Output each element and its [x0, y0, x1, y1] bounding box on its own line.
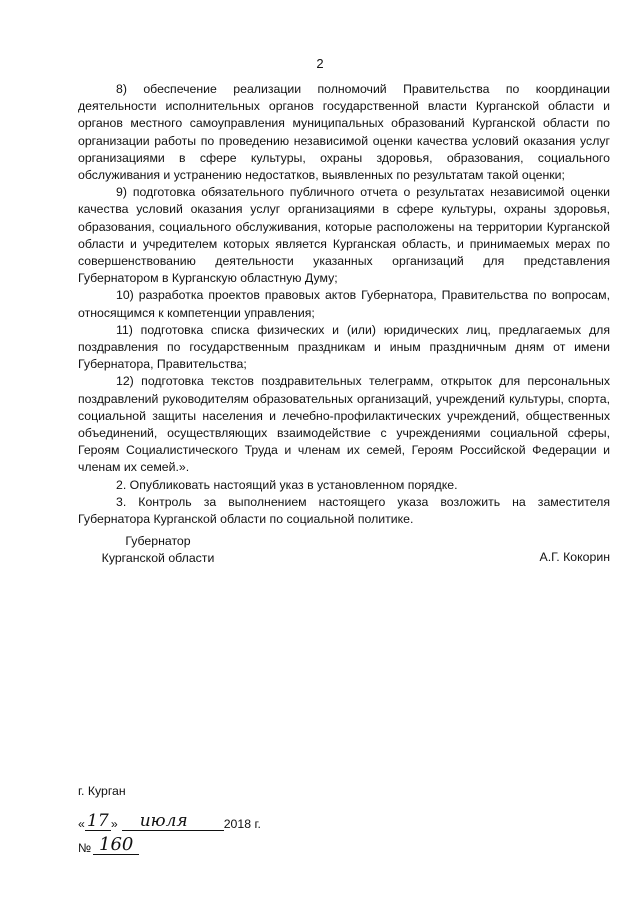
- date-blank: [206, 830, 224, 831]
- date-open-quote: «: [78, 817, 85, 831]
- paragraph-clause-2: 2. Опубликовать настоящий указ в установленном порядке.: [116, 477, 458, 492]
- date-month: июля: [122, 812, 206, 831]
- page-number: 2: [316, 56, 324, 71]
- paragraph-item-8: 8) обеспечение реализации полномочий Правительства по координации деятельности исполнительных органов государственной власти Курганской области и органов местного самоуправления муниципальных образований Курганской области по организации работы по проведению независимой оценки качества условий оказания услуг организациями в сфере культуры, охраны здоровья, образования, социального обслуживания и устранению недостатков, выявленных по результатам такой оценки;: [78, 82, 610, 183]
- signatory-title: [78, 533, 238, 567]
- date-day: 17: [85, 812, 111, 831]
- signatory-title-line2: Курганской области: [101, 551, 215, 566]
- document-number: [78, 836, 139, 860]
- signatory-title-line1: Губернатор: [125, 534, 191, 548]
- document-date: [78, 812, 261, 834]
- paragraph-item-12: 12) подготовка текстов поздравительных телеграмм, открыток для персональных поздравлений руководителям образовательных организаций, учреждений культуры, спорта, социальной защиты населения и лечебно-профилактических учреждений, общественных объединений, осуществляющих взаимодействие с учреждениями социальной сферы, Героям Социалистического Труда и членам их семей, Героям Российской Федерации и членам их семей.».: [78, 374, 610, 475]
- paragraph-item-9: 9) подготовка обязательного публичного отчета о результатах независимой оценки качества условий оказания услуг организациями в сфере культуры, охраны здоровья, образования, социального обслуживания, которые расположены на территории Курганской области и учредителем которых является Курганская область, и принимаемых мерах по совершенствованию деятельности указанных организаций для представления Губернатором в Курганскую областную Думу;: [78, 185, 610, 286]
- signatory-name: А.Г. Кокорин: [539, 550, 610, 564]
- paragraph-item-10: 10) разработка проектов правовых актов Губернатора, Правительства по вопросам, относящимся к компетенции управления;: [78, 288, 610, 320]
- document-place: г. Курган: [78, 784, 126, 798]
- date-close-quote: »: [110, 817, 118, 831]
- paragraph-clause-3: 3. Контроль за выполнением настоящего указа возложить на заместителя Губернатора Курганской области по социальной политике.: [78, 494, 610, 527]
- date-year: 2018 г.: [223, 817, 261, 831]
- number-value: 160: [93, 836, 139, 855]
- document-body: [78, 81, 610, 528]
- paragraph-item-11: 11) подготовка списка физических и (или) юридических лиц, предлагаемых для поздравления по государственным праздникам и иным праздничным дням от имени Губернатора, Правительства;: [78, 322, 610, 372]
- number-label: №: [78, 841, 92, 855]
